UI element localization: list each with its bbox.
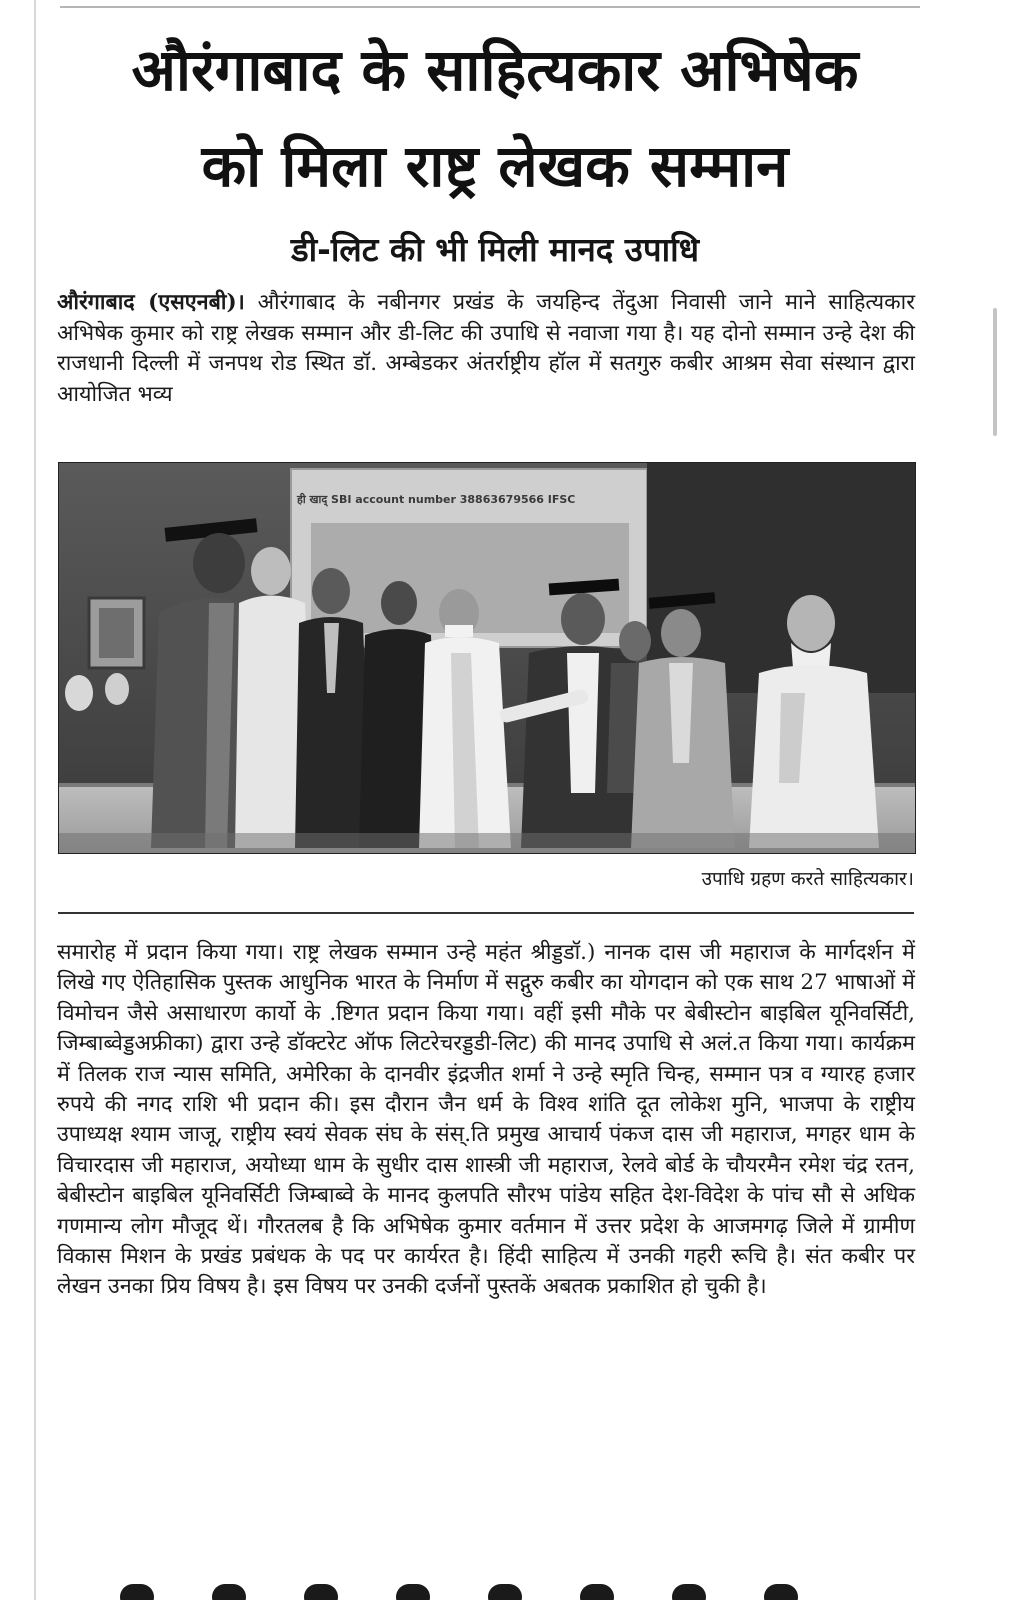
subheadline: डी-लिट की भी मिली मानद उपाधि xyxy=(290,230,700,269)
dateline: औरंगाबाद (एसएनबी)। xyxy=(57,290,245,315)
ceremony-photo xyxy=(58,462,916,854)
next-article-edge xyxy=(120,1584,880,1600)
photo-caption: उपाधि ग्रहण करते साहित्यकार। xyxy=(701,868,914,890)
paragraph-1-text: औरंगाबाद के नबीनगर प्रखंड के जयहिन्द तेंदुआ निवासी जाने माने साहित्यकार अभिषेक कुमार को राष्ट्र लेखक सम्मान और डी-लिट की उपाधि से नवाजा गया है। यह दोनो सम्मान उन्हे देश की राजधानी दिल्ली में जनपथ रोड स्थित डॉ. अम्बेडकर अंतर्राष्ट्रीय हॉल में सतगुरु कबीर आश्रम सेवा संस्थान द्वारा आयोजित भव्य xyxy=(57,290,915,407)
headline xyxy=(50,22,940,214)
article-paragraph-1 xyxy=(57,288,915,410)
headline-line-1: औरंगाबाद के साहित्यकार अभिषेक xyxy=(131,36,859,104)
previous-article-edge xyxy=(60,0,920,8)
scrollbar-thumb[interactable] xyxy=(993,308,997,436)
ceremony-photo-illustration xyxy=(59,463,915,853)
article-paragraph-2: समारोह में प्रदान किया गया। राष्ट्र लेखक सम्मान उन्हे महंत श्रीड्डडॉ.) नानक दास जी महाराज के मार्गदर्शन में लिखे गए ऐतिहासिक पुस्तक आधुनिक भारत के निर्माण में सद्गुरु कबीर का योगदान को एक साथ 27 भाषाओं में विमोचन जैसे असाधारण कार्यो के .ष्टिगत प्रदान किया गया। वहीं इसी मौके पर बेबीस्टोन बाइबिल यूनिवर्सिटी, जिम्बाब्वेड्डअफ्रीका) द्वारा उन्हे डॉक्टरेट ऑफ लिटरेचरड्डडी-लिट) की मानद उपाधि से अलं.त किया गया। कार्यक्रम में तिलक राज न्यास समिति, अमेरिका के दानवीर इंद्रजीत शर्मा ने उन्हे स्मृति चिन्ह, सम्मान पत्र व ग्यारह हजार रुपये की नगद राशि भी प्रदान की। इस दौरान जैन धर्म के विश्व शांति दूत लोकेश मुनि, भाजपा के राष्ट्रीय उपाध्यक्ष श्याम जाजू, राष्ट्रीय स्वयं सेवक संघ के संस्.ति प्रमुख आचार्य पंकज दास जी महाराज, मगहर धाम के विचारदास जी महाराज, अयोध्या धाम के सुधीर दास शास्त्री जी महाराज, रेलवे बोर्ड के चौयरमैन रमेश चंद्र रतन, बेबीस्टोन बाइबिल यूनिवर्सिटी जिम्बाब्वे के मानद कुलपति सौरभ पांडेय सहित देश-विदेश के पांच सौ से अधिक गणमान्य लोग मौजूद थें। गौरतलब है कि अभिषेक कुमार वर्तमान में उत्तर प्रदेश के आजमगढ़ जिले में ग्रामीण विकास मिशन के प्रखंड प्रबंधक के पद पर कार्यरत है। हिंदी साहित्य में उनकी गहरी रूचि है। संत कबीर पर लेखन उनका प्रिय विषय है। इस विषय पर उनकी दर्जनों पुस्तकें अबतक प्रकाशित हो चुकी है। xyxy=(57,940,915,1300)
section-divider xyxy=(58,912,914,914)
screen-text: ही खाद् SBI account number 38863679566 IFSC xyxy=(297,493,576,506)
page-edge-shadow xyxy=(34,0,36,1600)
headline-line-2: को मिला राष्ट्र लेखक सम्मान xyxy=(201,132,789,200)
